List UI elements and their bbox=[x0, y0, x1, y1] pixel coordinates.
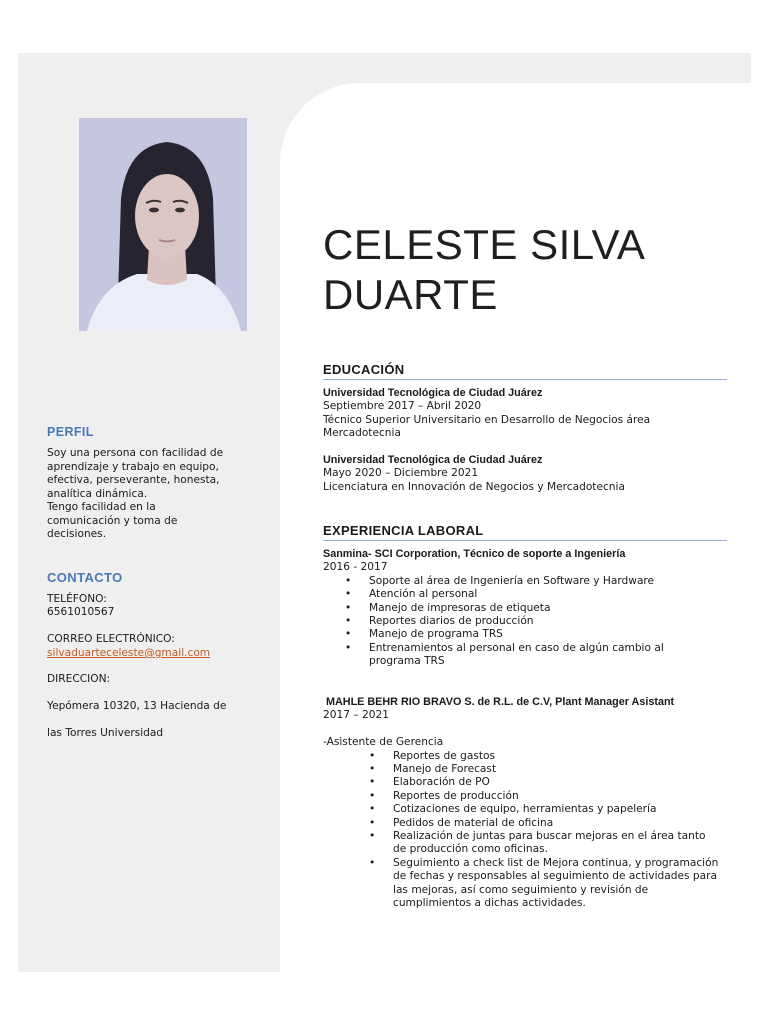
education-dates: Mayo 2020 – Diciembre 2021 bbox=[323, 467, 479, 480]
perfil-heading: PERFIL bbox=[47, 425, 94, 439]
education-entry bbox=[323, 387, 727, 441]
education-dates: Septiembre 2017 – Abril 2020 bbox=[323, 400, 482, 413]
job-dates: 2016 - 2017 bbox=[323, 561, 388, 574]
perfil-line: decisiones. bbox=[47, 528, 107, 540]
education-entry bbox=[323, 454, 727, 494]
direccion-line: las Torres Universidad bbox=[47, 727, 164, 739]
direccion-label: DIRECCION: bbox=[47, 673, 111, 685]
job-duties bbox=[393, 750, 727, 911]
job-dates: 2017 – 2021 bbox=[323, 709, 389, 722]
education-degree: Técnico Superior Universitario en Desarrollo de Negocios área bbox=[323, 413, 651, 426]
list-item: • Atención al personal bbox=[369, 588, 727, 601]
list-item: • Manejo de impresoras de etiqueta bbox=[369, 602, 727, 615]
perfil-text bbox=[47, 447, 247, 542]
list-item: • Reportes de producción bbox=[393, 790, 727, 803]
school-name: Universidad Tecnológica de Ciudad Juárez bbox=[323, 454, 543, 466]
list-item: • Realización de juntas para buscar mejoras en el área tanto de producción como oficinas. bbox=[393, 830, 727, 857]
perfil-line: aprendizaje y trabajo en equipo, bbox=[47, 460, 219, 473]
job-title: MAHLE BEHR RIO BRAVO S. de R.L. de C.V, Plant Manager Asistant bbox=[326, 696, 675, 708]
perfil-line: comunicación y toma de bbox=[47, 514, 178, 527]
job-title: Sanmina- SCI Corporation, Técnico de soporte a Ingeniería bbox=[323, 548, 626, 560]
job-entry bbox=[323, 696, 727, 910]
experiencia-heading: EXPERIENCIA LABORAL bbox=[323, 523, 727, 541]
education-degree: Mercadotecnia bbox=[323, 427, 401, 440]
list-item: • Entrenamientos al personal en caso de algún cambio al programa TRS bbox=[369, 642, 727, 669]
full-name bbox=[323, 220, 645, 320]
perfil-line: Tengo facilidad en la bbox=[47, 501, 156, 513]
perfil-line: efectiva, perseverante, honesta, bbox=[47, 474, 220, 486]
job-role: -Asistente de Gerencia bbox=[323, 736, 444, 749]
perfil-line: Soy una persona con facilidad de bbox=[47, 447, 224, 459]
list-item: • Cotizaciones de equipo, herramientas y papelería bbox=[393, 803, 727, 816]
telefono-value: 6561010567 bbox=[47, 606, 115, 618]
name-line: CELESTE SILVA bbox=[323, 221, 646, 268]
correo-label: CORREO ELECTRÓNICO: bbox=[47, 633, 175, 645]
list-item: • Soporte al área de Ingeniería en Software y Hardware bbox=[369, 575, 727, 588]
contacto-heading: CONTACTO bbox=[47, 570, 123, 585]
name-line: DUARTE bbox=[323, 271, 498, 318]
list-item: • Manejo de programa TRS bbox=[369, 628, 727, 641]
education-degree: Licenciatura en Innovación de Negocios y Mercadotecnia bbox=[323, 480, 625, 493]
email-link[interactable]: silvaduarteceleste@gmail.com bbox=[47, 647, 211, 659]
educacion-heading: EDUCACIÓN bbox=[323, 362, 727, 380]
list-item: • Elaboración de PO bbox=[393, 776, 727, 789]
list-item: • Pedidos de material de oficina bbox=[393, 817, 727, 830]
direccion-line: Yepómera 10320, 13 Hacienda de bbox=[47, 700, 227, 712]
list-item: • Seguimiento a check list de Mejora continua, y programación de fechas y responsables al seguimiento de actividades para las mejoras, así como seguimiento y revisión de cumplimientos a dichas actividades. bbox=[393, 857, 727, 911]
list-item: • Reportes de gastos bbox=[393, 750, 727, 763]
school-name: Universidad Tecnológica de Ciudad Juárez bbox=[323, 387, 543, 399]
perfil-line: analítica dinámica. bbox=[47, 487, 148, 500]
job-entry bbox=[323, 548, 727, 669]
telefono-label: TELÉFONO: bbox=[47, 593, 107, 605]
list-item: • Manejo de Forecast bbox=[393, 763, 727, 776]
job-duties bbox=[369, 575, 727, 669]
list-item: • Reportes diarios de producción bbox=[369, 615, 727, 628]
profile-photo bbox=[79, 118, 247, 331]
